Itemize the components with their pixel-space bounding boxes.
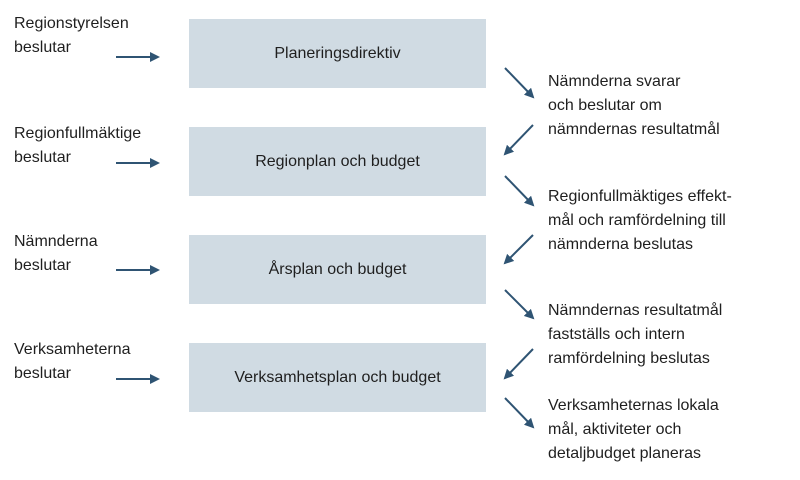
down-right-arrow-icon (505, 398, 533, 427)
box-label: Årsplan och budget (268, 260, 407, 278)
note-line: detaljbudget planeras (548, 445, 702, 462)
note-line: och beslutar om (548, 97, 662, 114)
down-left-arrow-icon (505, 235, 533, 263)
down-right-arrow-icon (505, 176, 533, 205)
note-line: Verksamheternas lokala (548, 397, 719, 414)
actor-line: Verksamheterna (14, 341, 131, 358)
box-label: Verksamhetsplan och budget (234, 368, 441, 386)
note-line: fastställs och intern (548, 326, 685, 343)
actor-line: beslutar (14, 257, 71, 274)
box-label: Regionplan och budget (255, 152, 420, 170)
actor-line: beslutar (14, 39, 71, 56)
actor-line: Regionstyrelsen (14, 15, 129, 32)
note-line: nämndernas resultatmål (548, 121, 720, 138)
down-left-arrow-icon (505, 349, 533, 378)
note-line: Nämnderna svarar (548, 73, 681, 90)
box-label: Planeringsdirektiv (274, 44, 401, 62)
down-right-arrow-icon (505, 68, 533, 97)
note-line: mål och ramfördelning till (548, 212, 726, 229)
note-line: nämnderna beslutas (548, 236, 693, 253)
actor-line: beslutar (14, 365, 71, 382)
actor-line: beslutar (14, 149, 71, 166)
down-left-arrow-icon (505, 125, 533, 154)
actor-line: Nämnderna (14, 233, 98, 250)
note-line: Nämndernas resultatmål (548, 302, 723, 319)
note-line: mål, aktiviteter och (548, 421, 682, 438)
actor-line: Regionfullmäktige (14, 125, 142, 142)
note-line: Regionfullmäktiges effekt- (548, 188, 732, 205)
note-line: ramfördelning beslutas (548, 350, 710, 367)
down-right-arrow-icon (505, 290, 533, 318)
